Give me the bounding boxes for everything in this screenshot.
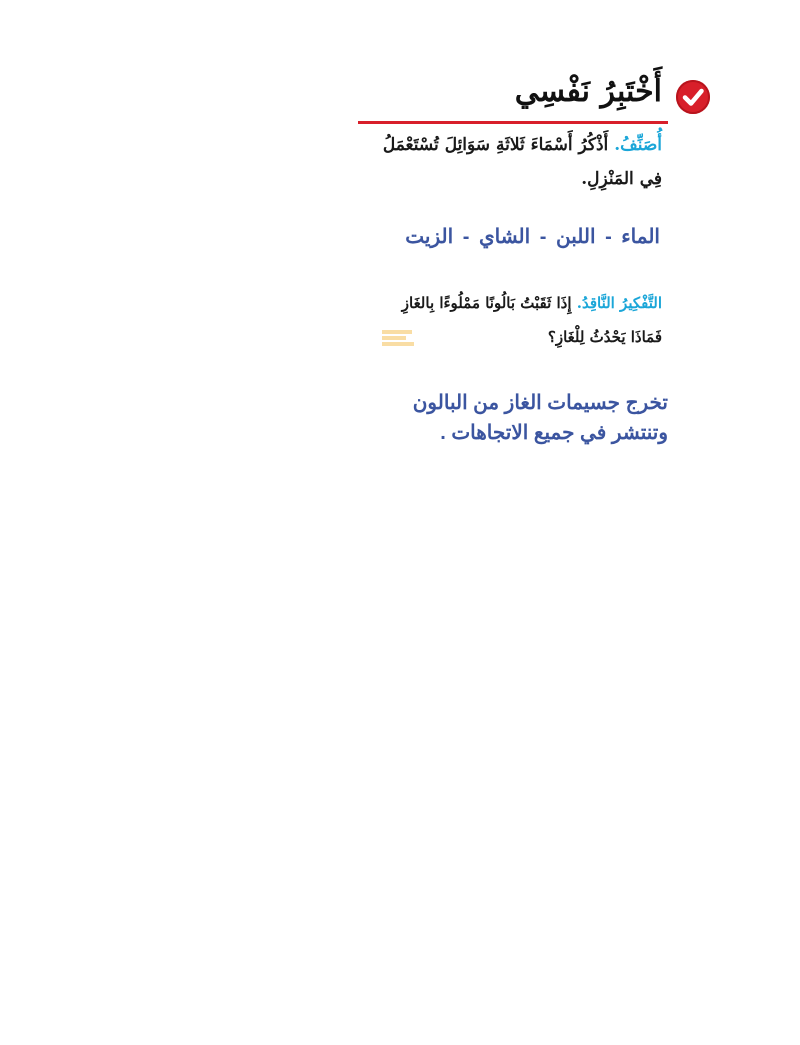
question-2-label: التَّفْكِيرُ النَّاقِدُ. [576, 294, 662, 312]
answer-2 [413, 388, 668, 448]
answer-2-line-1: تخرج جسيمات الغاز من البالون [412, 392, 668, 414]
check-circle-icon [676, 80, 710, 114]
question-1-text: أَذْكُرُ أَسْمَاءَ ثَلاثَةِ سَوَائِلَ تُسْتَعْمَلُ فِي المَنْزِلِ. [382, 135, 662, 189]
title-divider [358, 121, 668, 124]
question-2 [378, 286, 662, 354]
section-title: أَخْتَبِرُ نَفْسِي [514, 74, 662, 109]
question-2-text: إِذَا ثَقَبْتُ بَالُونًا مَمْلُوءًا بِالغَازِ فَمَاذَا يَحْدُثُ لِلْغَازِ؟ [401, 294, 662, 346]
question-1 [356, 128, 662, 196]
pencil-icon [380, 326, 416, 350]
answer-1: الماء - اللبن - الشاي - الزيت [405, 226, 660, 248]
question-1-label: أُصَنِّفُ. [614, 135, 662, 155]
answer-2-line-2: وتنتشر في جميع الاتجاهات . [440, 422, 668, 444]
